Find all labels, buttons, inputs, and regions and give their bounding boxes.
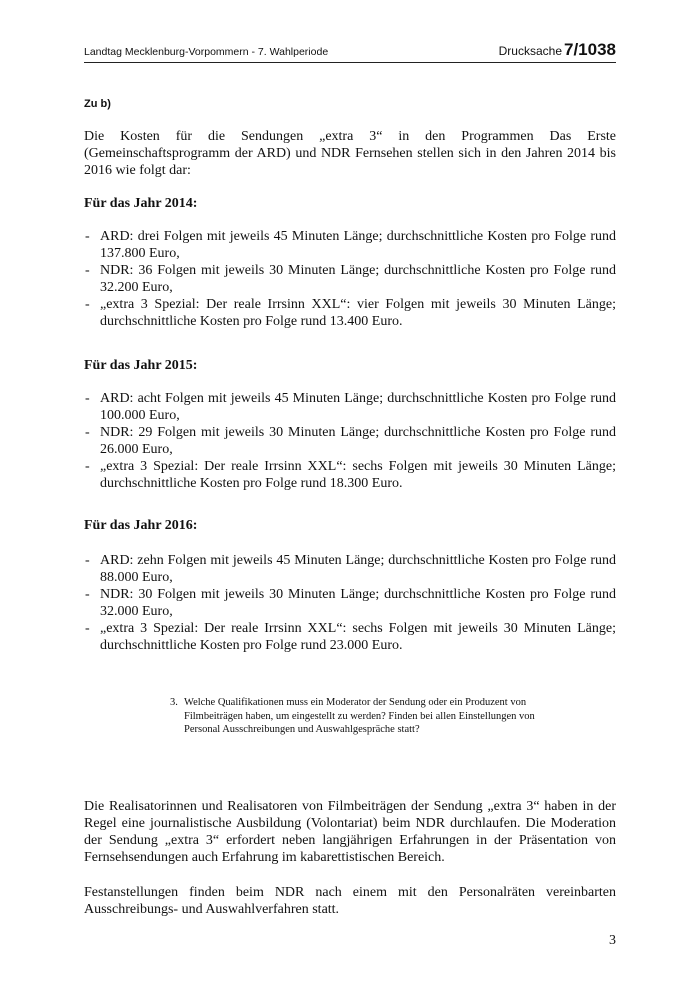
question-block	[170, 696, 540, 737]
list-item: - „extra 3 Spezial: Der reale Irrsinn XXL“: vier Folgen mit jeweils 30 Minuten Länge; durchschnittliche Kosten pro Folge rund 13.400 Euro.	[84, 296, 616, 330]
page-header	[84, 38, 616, 63]
header-drucksache	[499, 40, 616, 60]
list-item: - NDR: 29 Folgen mit jeweils 30 Minuten Länge; durchschnittliche Kosten pro Folge rund 26.000 Euro,	[84, 424, 616, 458]
list-item: - „extra 3 Spezial: Der reale Irrsinn XXL“: sechs Folgen mit jeweils 30 Minuten Länge; durchschnittliche Kosten pro Folge rund 18.300 Euro.	[84, 458, 616, 492]
year-heading-2016: Für das Jahr 2016:	[84, 518, 198, 533]
list-item: - NDR: 30 Folgen mit jeweils 30 Minuten Länge; durchschnittliche Kosten pro Folge rund 32.000 Euro,	[84, 586, 616, 620]
header-parliament: Landtag Mecklenburg-Vorpommern - 7. Wahlperiode	[84, 46, 329, 58]
drucksache-label: Drucksache	[498, 44, 562, 58]
drucksache-number: 7/1038	[564, 40, 616, 59]
question-number: 3.	[170, 697, 178, 708]
cost-list-2016	[84, 552, 616, 654]
year-heading-2015: Für das Jahr 2015:	[84, 358, 198, 373]
section-label: Zu b)	[84, 98, 111, 110]
intro-paragraph: Die Kosten für die Sendungen „extra 3“ in den Programmen Das Erste (Gemeinschaftsprogramm der ARD) und NDR Fernsehen stellen sich in den Jahren 2014 bis 2016 wie folgt dar:	[84, 129, 616, 178]
list-item: - „extra 3 Spezial: Der reale Irrsinn XXL“: sechs Folgen mit jeweils 30 Minuten Länge; durchschnittliche Kosten pro Folge rund 23.000 Euro.	[84, 620, 616, 654]
list-item: - ARD: zehn Folgen mit jeweils 45 Minuten Länge; durchschnittliche Kosten pro Folge rund 88.000 Euro,	[84, 552, 616, 586]
answer-paragraph-1: Die Realisatorinnen und Realisatoren von Filmbeiträgen der Sendung „extra 3“ haben in der Regel eine journalistische Ausbildung (Volontariat) beim NDR durchlaufen. Die Moderation der Sendung „extra 3“ erfordert neben langjährigen Erfahrungen in der Präsentation von Fernsehsendungen auch Erfahrung im kabarettistischen Bereich.	[84, 799, 616, 865]
cost-list-2015	[84, 390, 616, 492]
page-number: 3	[609, 933, 616, 948]
question-text: Welche Qualifikationen muss ein Moderator der Sendung oder ein Produzent von Filmbeiträgen haben, um eingestellt zu werden? Finden bei allen Einstellungen von Personal Ausschreibungen und Auswahlgespräche statt?	[184, 697, 535, 735]
year-heading-2014: Für das Jahr 2014:	[84, 196, 198, 211]
list-item: - ARD: acht Folgen mit jeweils 45 Minuten Länge; durchschnittliche Kosten pro Folge rund 100.000 Euro,	[84, 390, 616, 424]
answer-paragraph-2: Festanstellungen finden beim NDR nach einem mit den Personalräten vereinbarten Ausschreibungs- und Auswahlverfahren statt.	[84, 885, 616, 917]
list-item: - ARD: drei Folgen mit jeweils 45 Minuten Länge; durchschnittliche Kosten pro Folge rund 137.800 Euro,	[84, 228, 616, 262]
list-item: - NDR: 36 Folgen mit jeweils 30 Minuten Länge; durchschnittliche Kosten pro Folge rund 32.200 Euro,	[84, 262, 616, 296]
cost-list-2014	[84, 228, 616, 330]
